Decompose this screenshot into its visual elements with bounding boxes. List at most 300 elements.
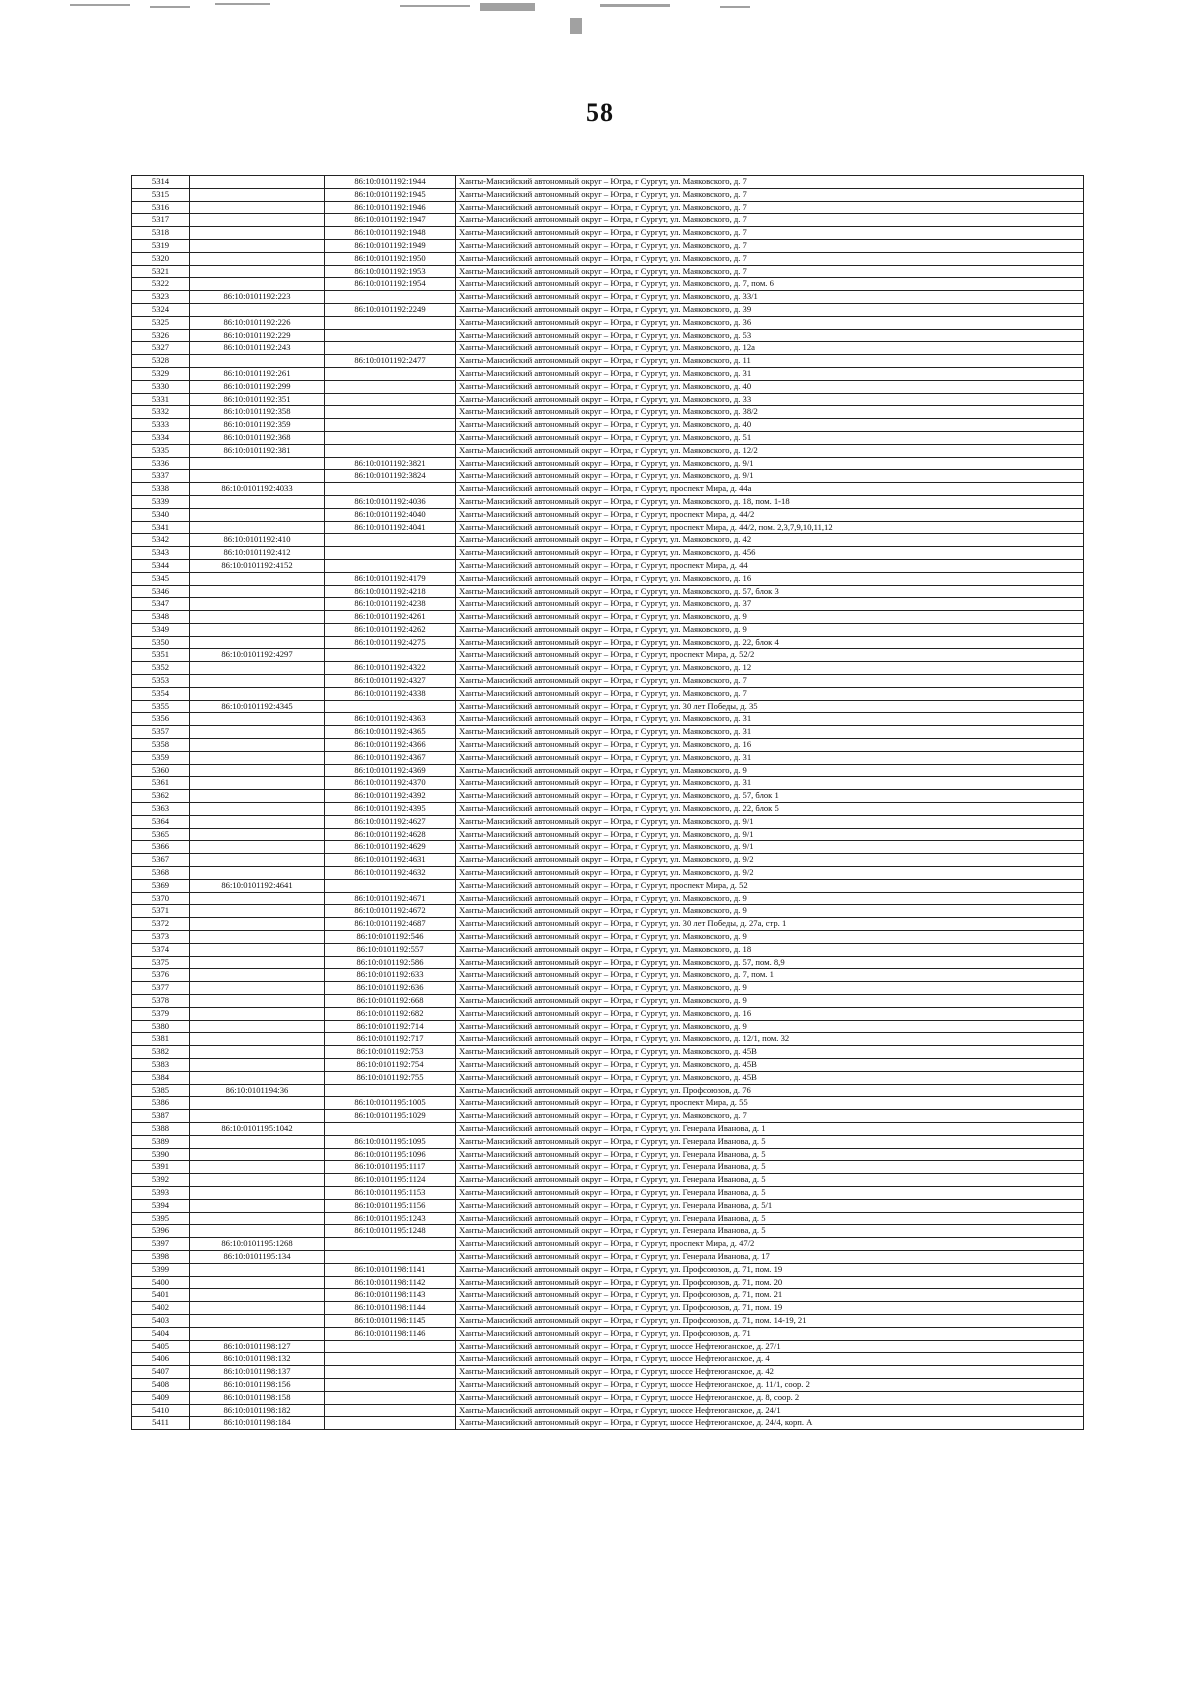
land-cadastral-number-cell: 86:10:0101192:4641 [190,879,325,892]
address-cell: Ханты-Мансийский автономный округ – Югра, г Сургут, ул. Маяковского, д. 31 [456,726,1084,739]
land-cadastral-number-cell [190,1289,325,1302]
address-cell: Ханты-Мансийский автономный округ – Югра, г Сургут, ул. Профсоюзов, д. 71, пом. 20 [456,1276,1084,1289]
land-cadastral-number-cell: 86:10:0101195:1268 [190,1238,325,1251]
land-cadastral-number-cell [190,1097,325,1110]
land-cadastral-number-cell [190,239,325,252]
building-cadastral-number-cell: 86:10:0101198:1145 [325,1314,456,1327]
land-cadastral-number-cell: 86:10:0101195:1042 [190,1122,325,1135]
land-cadastral-number-cell [190,176,325,189]
table-row [132,1058,1084,1071]
table-row [132,1148,1084,1161]
address-cell: Ханты-Мансийский автономный округ – Югра, г Сургут, шоссе Нефтеюганское, д. 42 [456,1366,1084,1379]
building-cadastral-number-cell [325,700,456,713]
building-cadastral-number-cell: 86:10:0101192:682 [325,1007,456,1020]
row-number-cell: 5331 [132,393,190,406]
address-cell: Ханты-Мансийский автономный округ – Югра, г Сургут, проспект Мира, д. 55 [456,1097,1084,1110]
row-number-cell: 5319 [132,239,190,252]
building-cadastral-number-cell: 86:10:0101192:557 [325,943,456,956]
address-cell: Ханты-Мансийский автономный округ – Югра, г Сургут, ул. Маяковского, д. 12 [456,662,1084,675]
address-cell: Ханты-Мансийский автономный округ – Югра, г Сургут, ул. Профсоюзов, д. 71, пом. 19 [456,1263,1084,1276]
building-cadastral-number-cell [325,483,456,496]
building-cadastral-number-cell: 86:10:0101192:4262 [325,623,456,636]
table-row [132,982,1084,995]
building-cadastral-number-cell: 86:10:0101192:4627 [325,815,456,828]
land-cadastral-number-cell [190,201,325,214]
building-cadastral-number-cell: 86:10:0101195:1153 [325,1186,456,1199]
building-cadastral-number-cell: 86:10:0101192:1947 [325,214,456,227]
land-cadastral-number-cell: 86:10:0101192:4297 [190,649,325,662]
address-cell: Ханты-Мансийский автономный округ – Югра, г Сургут, ул. Профсоюзов, д. 71, пом. 19 [456,1302,1084,1315]
table-row [132,457,1084,470]
address-cell: Ханты-Мансийский автономный округ – Югра, г Сургут, ул. Маяковского, д. 42 [456,534,1084,547]
table-row [132,1199,1084,1212]
land-cadastral-number-cell [190,227,325,240]
building-cadastral-number-cell: 86:10:0101195:1124 [325,1174,456,1187]
table-row [132,303,1084,316]
building-cadastral-number-cell: 86:10:0101192:4327 [325,675,456,688]
table-row [132,1071,1084,1084]
row-number-cell: 5403 [132,1314,190,1327]
address-cell: Ханты-Мансийский автономный округ – Югра, г Сургут, ул. Маяковского, д. 7 [456,227,1084,240]
address-cell: Ханты-Мансийский автономный округ – Югра, г Сургут, ул. Маяковского, д. 9/1 [456,828,1084,841]
land-cadastral-number-cell: 86:10:0101192:4152 [190,559,325,572]
table-row [132,1391,1084,1404]
building-cadastral-number-cell: 86:10:0101192:4040 [325,508,456,521]
row-number-cell: 5343 [132,547,190,560]
table-row [132,803,1084,816]
table-row [132,534,1084,547]
row-number-cell: 5375 [132,956,190,969]
row-number-cell: 5324 [132,303,190,316]
land-cadastral-number-cell [190,1314,325,1327]
row-number-cell: 5404 [132,1327,190,1340]
building-cadastral-number-cell: 86:10:0101192:1946 [325,201,456,214]
row-number-cell: 5386 [132,1097,190,1110]
address-cell: Ханты-Мансийский автономный округ – Югра, г Сургут, ул. Маяковского, д. 31 [456,367,1084,380]
table-row [132,969,1084,982]
address-cell: Ханты-Мансийский автономный округ – Югра, г Сургут, ул. Профсоюзов, д. 71 [456,1327,1084,1340]
table-row [132,739,1084,752]
land-cadastral-number-cell [190,1046,325,1059]
building-cadastral-number-cell [325,291,456,304]
land-cadastral-number-cell [190,828,325,841]
table-row [132,176,1084,189]
address-cell: Ханты-Мансийский автономный округ – Югра, г Сургут, ул. Маяковского, д. 9/1 [456,815,1084,828]
address-cell: Ханты-Мансийский автономный округ – Югра, г Сургут, ул. Маяковского, д. 33 [456,393,1084,406]
table-row [132,444,1084,457]
land-cadastral-number-cell [190,662,325,675]
address-cell: Ханты-Мансийский автономный округ – Югра, г Сургут, ул. Маяковского, д. 38/2 [456,406,1084,419]
page-number: 58 [586,98,614,127]
building-cadastral-number-cell: 86:10:0101192:4218 [325,585,456,598]
land-cadastral-number-cell [190,611,325,624]
row-number-cell: 5355 [132,700,190,713]
row-number-cell: 5333 [132,419,190,432]
row-number-cell: 5383 [132,1058,190,1071]
row-number-cell: 5352 [132,662,190,675]
row-number-cell: 5389 [132,1135,190,1148]
building-cadastral-number-cell: 86:10:0101192:3821 [325,457,456,470]
row-number-cell: 5391 [132,1161,190,1174]
land-cadastral-number-cell: 86:10:0101192:351 [190,393,325,406]
building-cadastral-number-cell: 86:10:0101192:4632 [325,867,456,880]
land-cadastral-number-cell [190,1199,325,1212]
address-cell: Ханты-Мансийский автономный округ – Югра, г Сургут, ул. Маяковского, д. 7 [456,687,1084,700]
address-cell: Ханты-Мансийский автономный округ – Югра, г Сургут, ул. Маяковского, д. 9 [456,892,1084,905]
address-cell: Ханты-Мансийский автономный округ – Югра, г Сургут, ул. Маяковского, д. 9 [456,1020,1084,1033]
row-number-cell: 5379 [132,1007,190,1020]
building-cadastral-number-cell [325,316,456,329]
building-cadastral-number-cell [325,1404,456,1417]
table-row [132,393,1084,406]
address-cell: Ханты-Мансийский автономный округ – Югра, г Сургут, ул. Маяковского, д. 9/2 [456,867,1084,880]
address-cell: Ханты-Мансийский автономный округ – Югра, г Сургут, шоссе Нефтеюганское, д. 4 [456,1353,1084,1366]
address-cell: Ханты-Мансийский автономный округ – Югра, г Сургут, ул. Маяковского, д. 57, блок 3 [456,585,1084,598]
land-cadastral-number-cell [190,1148,325,1161]
building-cadastral-number-cell: 86:10:0101192:1945 [325,188,456,201]
address-cell: Ханты-Мансийский автономный округ – Югра, г Сургут, ул. Маяковского, д. 45В [456,1058,1084,1071]
land-cadastral-number-cell: 86:10:0101198:156 [190,1378,325,1391]
row-number-cell: 5340 [132,508,190,521]
building-cadastral-number-cell [325,367,456,380]
address-cell: Ханты-Мансийский автономный округ – Югра, г Сургут, ул. Маяковского, д. 18 [456,943,1084,956]
row-number-cell: 5344 [132,559,190,572]
address-cell: Ханты-Мансийский автономный округ – Югра, г Сургут, ул. Генерала Иванова, д. 5 [456,1135,1084,1148]
building-cadastral-number-cell [325,1340,456,1353]
land-cadastral-number-cell [190,598,325,611]
row-number-cell: 5388 [132,1122,190,1135]
table-row [132,380,1084,393]
building-cadastral-number-cell: 86:10:0101195:1248 [325,1225,456,1238]
building-cadastral-number-cell: 86:10:0101195:1005 [325,1097,456,1110]
table-row [132,1110,1084,1123]
land-cadastral-number-cell: 86:10:0101192:4345 [190,700,325,713]
address-cell: Ханты-Мансийский автономный округ – Югра, г Сургут, ул. Маяковского, д. 31 [456,751,1084,764]
land-cadastral-number-cell: 86:10:0101192:368 [190,431,325,444]
table-row [132,1186,1084,1199]
address-cell: Ханты-Мансийский автономный округ – Югра, г Сургут, ул. Маяковского, д. 57, блок 1 [456,790,1084,803]
building-cadastral-number-cell [325,1391,456,1404]
building-cadastral-number-cell [325,1122,456,1135]
table-row [132,431,1084,444]
land-cadastral-number-cell [190,1186,325,1199]
table-row [132,1417,1084,1430]
row-number-cell: 5374 [132,943,190,956]
row-number-cell: 5347 [132,598,190,611]
land-cadastral-number-cell [190,969,325,982]
building-cadastral-number-cell: 86:10:0101195:1156 [325,1199,456,1212]
row-number-cell: 5349 [132,623,190,636]
row-number-cell: 5370 [132,892,190,905]
land-cadastral-number-cell [190,995,325,1008]
building-cadastral-number-cell: 86:10:0101192:3824 [325,470,456,483]
building-cadastral-number-cell: 86:10:0101192:668 [325,995,456,1008]
building-cadastral-number-cell: 86:10:0101192:714 [325,1020,456,1033]
building-cadastral-number-cell: 86:10:0101198:1146 [325,1327,456,1340]
row-number-cell: 5378 [132,995,190,1008]
land-cadastral-number-cell [190,777,325,790]
row-number-cell: 5346 [132,585,190,598]
table-row [132,1161,1084,1174]
table-row [132,1007,1084,1020]
building-cadastral-number-cell: 86:10:0101195:1096 [325,1148,456,1161]
row-number-cell: 5377 [132,982,190,995]
address-cell: Ханты-Мансийский автономный округ – Югра, г Сургут, ул. Маяковского, д. 9 [456,764,1084,777]
land-cadastral-number-cell [190,739,325,752]
table-row [132,521,1084,534]
table-row [132,508,1084,521]
land-cadastral-number-cell [190,265,325,278]
row-number-cell: 5329 [132,367,190,380]
row-number-cell: 5407 [132,1366,190,1379]
row-number-cell: 5338 [132,483,190,496]
table-row [132,495,1084,508]
building-cadastral-number-cell: 86:10:0101198:1143 [325,1289,456,1302]
table-row [132,854,1084,867]
table-row [132,252,1084,265]
address-cell: Ханты-Мансийский автономный округ – Югра, г Сургут, ул. Профсоюзов, д. 71, пом. 14-19, 21 [456,1314,1084,1327]
address-cell: Ханты-Мансийский автономный округ – Югра, г Сургут, шоссе Нефтеюганское, д. 8, соор. 2 [456,1391,1084,1404]
land-cadastral-number-cell [190,508,325,521]
land-cadastral-number-cell [190,726,325,739]
table-row [132,1404,1084,1417]
row-number-cell: 5387 [132,1110,190,1123]
address-cell: Ханты-Мансийский автономный округ – Югра, г Сургут, ул. Маяковского, д. 9/1 [456,841,1084,854]
land-cadastral-number-cell: 86:10:0101192:381 [190,444,325,457]
building-cadastral-number-cell [325,1084,456,1097]
land-cadastral-number-cell [190,1263,325,1276]
building-cadastral-number-cell: 86:10:0101192:717 [325,1033,456,1046]
land-cadastral-number-cell [190,1007,325,1020]
building-cadastral-number-cell: 86:10:0101192:1950 [325,252,456,265]
table-row [132,1289,1084,1302]
building-cadastral-number-cell: 86:10:0101192:4363 [325,713,456,726]
land-cadastral-number-cell [190,918,325,931]
address-cell: Ханты-Мансийский автономный округ – Югра, г Сургут, ул. Маяковского, д. 7, пом. 6 [456,278,1084,291]
row-number-cell: 5353 [132,675,190,688]
row-number-cell: 5323 [132,291,190,304]
land-cadastral-number-cell: 86:10:0101198:137 [190,1366,325,1379]
land-cadastral-number-cell: 86:10:0101192:410 [190,534,325,547]
building-cadastral-number-cell [325,380,456,393]
row-number-cell: 5314 [132,176,190,189]
row-number-cell: 5376 [132,969,190,982]
land-cadastral-number-cell: 86:10:0101192:299 [190,380,325,393]
table-row [132,547,1084,560]
table-row [132,1097,1084,1110]
building-cadastral-number-cell: 86:10:0101192:4365 [325,726,456,739]
address-cell: Ханты-Мансийский автономный округ – Югра, г Сургут, ул. Маяковского, д. 12/2 [456,444,1084,457]
building-cadastral-number-cell: 86:10:0101195:1117 [325,1161,456,1174]
table-row [132,406,1084,419]
land-cadastral-number-cell: 86:10:0101192:261 [190,367,325,380]
table-row [132,265,1084,278]
address-cell: Ханты-Мансийский автономный округ – Югра, г Сургут, ул. Генерала Иванова, д. 5 [456,1225,1084,1238]
address-cell: Ханты-Мансийский автономный округ – Югра, г Сургут, ул. Маяковского, д. 7 [456,675,1084,688]
row-number-cell: 5365 [132,828,190,841]
address-cell: Ханты-Мансийский автономный округ – Югра, г Сургут, ул. Маяковского, д. 7 [456,214,1084,227]
building-cadastral-number-cell: 86:10:0101192:1954 [325,278,456,291]
address-cell: Ханты-Мансийский автономный округ – Югра, г Сургут, ул. 30 лет Победы, д. 35 [456,700,1084,713]
building-cadastral-number-cell: 86:10:0101192:4322 [325,662,456,675]
address-cell: Ханты-Мансийский автономный округ – Югра, г Сургут, ул. Генерала Иванова, д. 5 [456,1212,1084,1225]
building-cadastral-number-cell: 86:10:0101192:2249 [325,303,456,316]
row-number-cell: 5360 [132,764,190,777]
address-cell: Ханты-Мансийский автономный округ – Югра, г Сургут, ул. Профсоюзов, д. 71, пом. 21 [456,1289,1084,1302]
address-cell: Ханты-Мансийский автономный округ – Югра, г Сургут, ул. Маяковского, д. 9 [456,611,1084,624]
table-row [132,227,1084,240]
land-cadastral-number-cell [190,303,325,316]
building-cadastral-number-cell [325,419,456,432]
address-cell: Ханты-Мансийский автономный округ – Югра, г Сургут, проспект Мира, д. 44/2, пом. 2,3,7,9,10,11,12 [456,521,1084,534]
table-row [132,278,1084,291]
building-cadastral-number-cell: 86:10:0101192:1953 [325,265,456,278]
land-cadastral-number-cell [190,1327,325,1340]
land-cadastral-number-cell [190,687,325,700]
table-row [132,1366,1084,1379]
row-number-cell: 5410 [132,1404,190,1417]
table-row [132,1122,1084,1135]
row-number-cell: 5401 [132,1289,190,1302]
building-cadastral-number-cell: 86:10:0101192:4179 [325,572,456,585]
row-number-cell: 5357 [132,726,190,739]
table-row [132,483,1084,496]
building-cadastral-number-cell: 86:10:0101192:4036 [325,495,456,508]
building-cadastral-number-cell [325,559,456,572]
address-cell: Ханты-Мансийский автономный округ – Югра, г Сургут, ул. Маяковского, д. 7, пом. 1 [456,969,1084,982]
table-row [132,214,1084,227]
land-cadastral-number-cell [190,751,325,764]
building-cadastral-number-cell [325,431,456,444]
address-cell: Ханты-Мансийский автономный округ – Югра, г Сургут, ул. Маяковского, д. 7 [456,265,1084,278]
building-cadastral-number-cell [325,1417,456,1430]
table-row [132,1033,1084,1046]
building-cadastral-number-cell: 86:10:0101195:1029 [325,1110,456,1123]
land-cadastral-number-cell [190,713,325,726]
address-cell: Ханты-Мансийский автономный округ – Югра, г Сургут, ул. Маяковского, д. 22, блок 4 [456,636,1084,649]
building-cadastral-number-cell [325,393,456,406]
row-number-cell: 5350 [132,636,190,649]
address-cell: Ханты-Мансийский автономный округ – Югра, г Сургут, ул. Маяковского, д. 33/1 [456,291,1084,304]
row-number-cell: 5390 [132,1148,190,1161]
table-row [132,1238,1084,1251]
address-cell: Ханты-Мансийский автономный округ – Югра, г Сургут, шоссе Нефтеюганское, д. 24/4, корп. А [456,1417,1084,1430]
land-cadastral-number-cell [190,1225,325,1238]
address-cell: Ханты-Мансийский автономный округ – Югра, г Сургут, ул. Маяковского, д. 37 [456,598,1084,611]
building-cadastral-number-cell: 86:10:0101192:755 [325,1071,456,1084]
row-number-cell: 5326 [132,329,190,342]
table-row [132,1378,1084,1391]
table-row [132,1353,1084,1366]
row-number-cell: 5328 [132,355,190,368]
building-cadastral-number-cell: 86:10:0101192:1944 [325,176,456,189]
building-cadastral-number-cell: 86:10:0101192:754 [325,1058,456,1071]
table-row [132,726,1084,739]
table-row [132,764,1084,777]
table-row [132,675,1084,688]
table-row [132,611,1084,624]
building-cadastral-number-cell [325,444,456,457]
land-cadastral-number-cell [190,841,325,854]
building-cadastral-number-cell: 86:10:0101195:1095 [325,1135,456,1148]
building-cadastral-number-cell: 86:10:0101192:4275 [325,636,456,649]
land-cadastral-number-cell [190,355,325,368]
building-cadastral-number-cell [325,547,456,560]
address-cell: Ханты-Мансийский автономный округ – Югра, г Сургут, ул. Маяковского, д. 9 [456,905,1084,918]
address-cell: Ханты-Мансийский автономный округ – Югра, г Сургут, проспект Мира, д. 44 [456,559,1084,572]
land-cadastral-number-cell [190,188,325,201]
building-cadastral-number-cell [325,1378,456,1391]
address-cell: Ханты-Мансийский автономный округ – Югра, г Сургут, ул. Маяковского, д. 9 [456,995,1084,1008]
row-number-cell: 5399 [132,1263,190,1276]
table-row [132,918,1084,931]
row-number-cell: 5369 [132,879,190,892]
row-number-cell: 5351 [132,649,190,662]
table-row [132,355,1084,368]
land-cadastral-number-cell [190,278,325,291]
row-number-cell: 5395 [132,1212,190,1225]
building-cadastral-number-cell [325,534,456,547]
table-row [132,367,1084,380]
row-number-cell: 5316 [132,201,190,214]
row-number-cell: 5325 [132,316,190,329]
land-cadastral-number-cell [190,892,325,905]
table-row [132,1250,1084,1263]
building-cadastral-number-cell: 86:10:0101198:1142 [325,1276,456,1289]
row-number-cell: 5354 [132,687,190,700]
building-cadastral-number-cell: 86:10:0101192:546 [325,931,456,944]
building-cadastral-number-cell: 86:10:0101192:4628 [325,828,456,841]
address-cell: Ханты-Мансийский автономный округ – Югра, г Сургут, ул. Маяковского, д. 16 [456,1007,1084,1020]
row-number-cell: 5392 [132,1174,190,1187]
row-number-cell: 5394 [132,1199,190,1212]
address-cell: Ханты-Мансийский автономный округ – Югра, г Сургут, ул. Маяковского, д. 7 [456,1110,1084,1123]
address-cell: Ханты-Мансийский автономный округ – Югра, г Сургут, ул. Маяковского, д. 40 [456,380,1084,393]
table-row [132,956,1084,969]
land-cadastral-number-cell: 86:10:0101198:184 [190,1417,325,1430]
building-cadastral-number-cell: 86:10:0101192:4687 [325,918,456,931]
land-cadastral-number-cell: 86:10:0101198:127 [190,1340,325,1353]
table-row [132,1314,1084,1327]
row-number-cell: 5396 [132,1225,190,1238]
row-number-cell: 5345 [132,572,190,585]
address-cell: Ханты-Мансийский автономный округ – Югра, г Сургут, ул. Маяковского, д. 51 [456,431,1084,444]
row-number-cell: 5405 [132,1340,190,1353]
table-row [132,419,1084,432]
land-cadastral-number-cell: 86:10:0101192:223 [190,291,325,304]
land-cadastral-number-cell [190,214,325,227]
land-cadastral-number-cell: 86:10:0101192:243 [190,342,325,355]
row-number-cell: 5384 [132,1071,190,1084]
row-number-cell: 5363 [132,803,190,816]
address-cell: Ханты-Мансийский автономный округ – Югра, г Сургут, ул. Маяковского, д. 12а [456,342,1084,355]
address-cell: Ханты-Мансийский автономный округ – Югра, г Сургут, ул. Маяковского, д. 36 [456,316,1084,329]
building-cadastral-number-cell: 86:10:0101198:1144 [325,1302,456,1315]
land-cadastral-number-cell [190,623,325,636]
table-row [132,662,1084,675]
building-cadastral-number-cell: 86:10:0101192:633 [325,969,456,982]
land-cadastral-number-cell: 86:10:0101192:358 [190,406,325,419]
table-row [132,1212,1084,1225]
building-cadastral-number-cell [325,1238,456,1251]
address-cell: Ханты-Мансийский автономный округ – Югра, г Сургут, ул. Маяковского, д. 39 [456,303,1084,316]
land-cadastral-number-cell [190,470,325,483]
land-cadastral-number-cell: 86:10:0101192:359 [190,419,325,432]
table-row [132,841,1084,854]
table-row [132,867,1084,880]
land-cadastral-number-cell [190,943,325,956]
table-row [132,470,1084,483]
